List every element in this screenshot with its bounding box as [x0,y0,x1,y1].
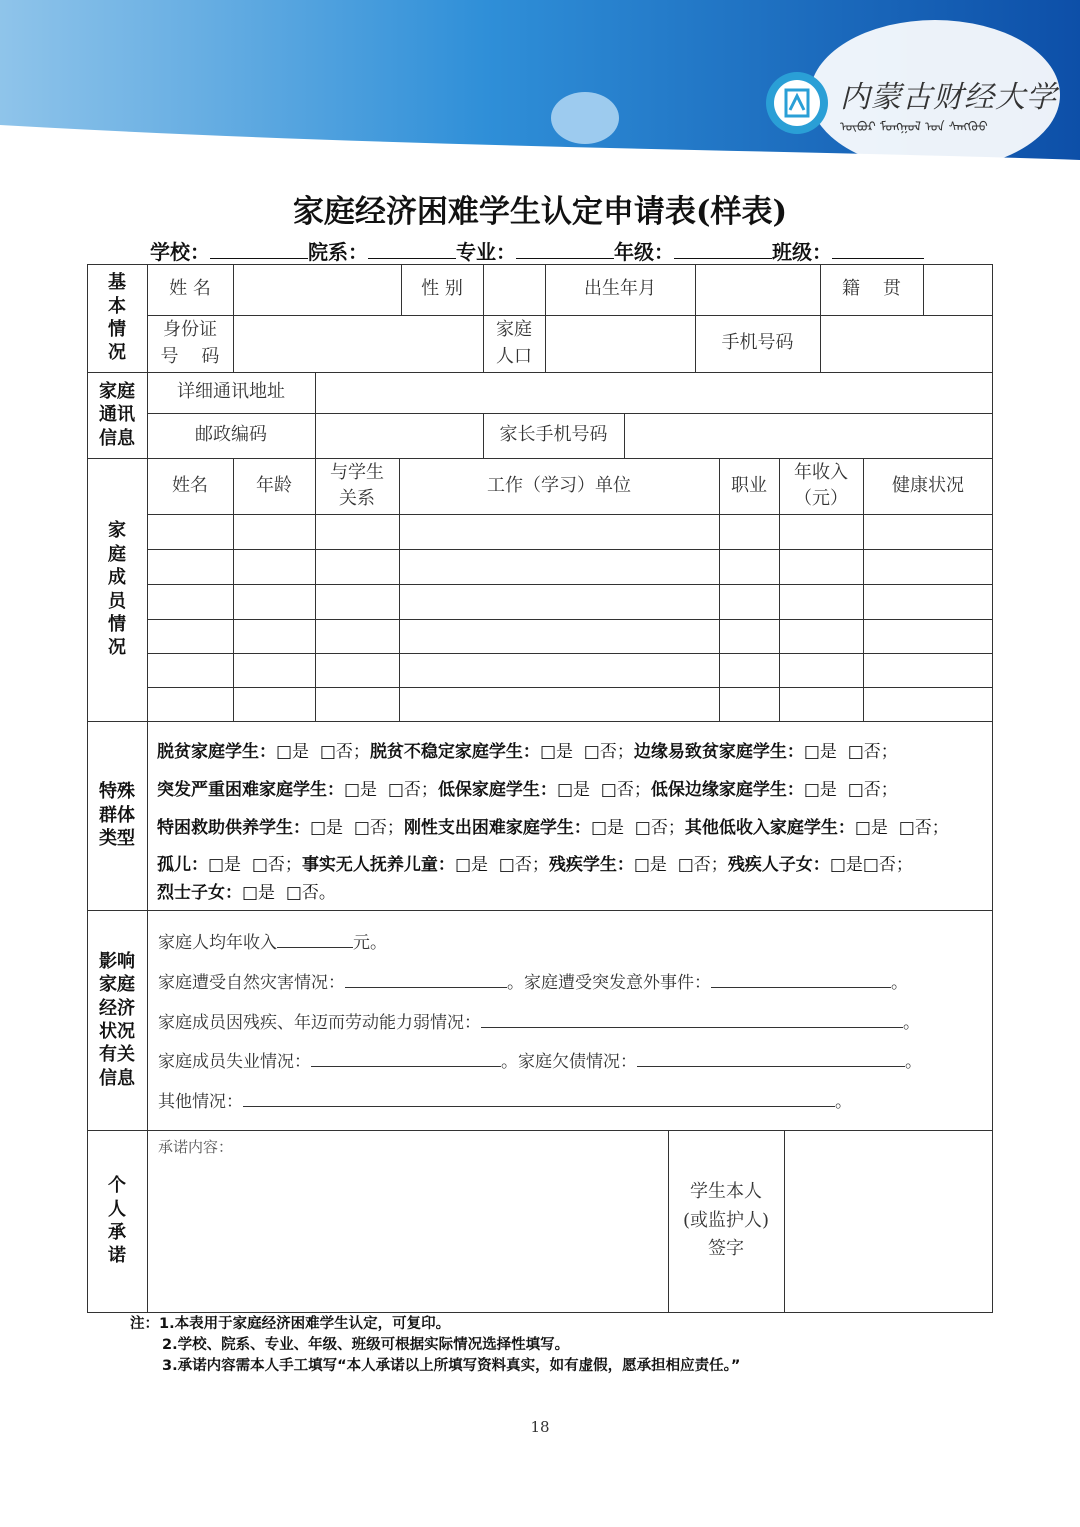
special-option-checkbox[interactable]: □是 □否； [454,855,549,875]
special-option-checkbox[interactable]: □是 □否； [803,742,898,762]
birth-label: 出生年月 [584,278,656,300]
section-economy-label: 影响家庭经济状况有关信息 [99,950,135,1089]
birth-input[interactable] [695,264,820,315]
member-col-workplace: 工作（学习）单位 [487,474,631,496]
special-option-checkbox[interactable]: □是 □否； [208,855,302,875]
note-item: 注：1.本表用于家庭经济困难学生认定，可复印。 [130,1316,451,1332]
special-option-checkbox[interactable]: □是 □否。 [242,883,336,903]
department-label: 院系： [308,240,368,264]
gender-label: 性 别 [421,278,463,300]
special-option-label: 脱贫家庭学生： [157,742,276,762]
special-line-4 [157,850,913,875]
special-option-checkbox[interactable]: □是 □否； [276,742,370,762]
table-row[interactable] [147,584,993,619]
special-option-label: 残疾人子女： [727,855,830,875]
special-option-checkbox[interactable]: □是 □否； [344,780,438,800]
special-option-label: 孤儿： [157,855,208,875]
member-col-health: 健康状况 [892,474,964,496]
native-label: 籍 贯 [842,278,901,300]
address-input[interactable] [315,372,993,413]
page-number: 18 [530,1418,550,1436]
signature-label-line1: 学生本人 [690,1180,762,1202]
member-col-age: 年龄 [256,474,292,496]
member-col-income-line1: 年收入 [794,461,848,483]
special-option-label: 突发严重困难家庭学生： [157,780,344,800]
unemployed-label: 家庭成员失业情况： [158,1052,311,1072]
postcode-input[interactable] [315,413,483,458]
special-option-checkbox[interactable]: □是 □否； [539,742,634,762]
name-label: 姓 名 [169,278,211,300]
special-option-label: 事实无人抚养儿童： [301,855,455,875]
university-name-mongolian: ᠦᠪᠦᠷ ᠮᠣᠩᠭᠣᠯ ᠤᠨ ᠰᠠᠩᠬᠦᠦ [840,120,988,135]
gender-input[interactable] [483,264,545,315]
special-option-label: 脱贫不稳定家庭学生： [369,742,540,762]
economy-unemployed-line [158,1047,922,1072]
pledge-content-label: 承诺内容： [158,1138,234,1156]
special-option-label: 其他低收入家庭学生： [684,818,855,838]
disabled-input[interactable] [481,1011,903,1028]
special-option-label: 烈士子女： [157,883,242,903]
section-members-label: 家庭成员情况 [108,520,126,659]
class-label: 班级： [772,240,832,264]
id-label-line2: 号 码 [160,345,220,367]
special-option-checkbox[interactable]: □是 □否； [590,818,685,838]
note-item: 3.承诺内容需本人手工填写“本人承诺以上所填写资料真实，如有虚假，愿承担相应责任。” [162,1358,741,1374]
member-col-relation-line2: 关系 [339,488,375,509]
notes [130,1314,740,1377]
family-size-input[interactable] [545,315,695,372]
other-input[interactable] [243,1090,835,1107]
university-name: 内蒙古财经大学 [840,80,1057,115]
debt-label: 。家庭欠债情况： [501,1052,637,1072]
signature-input[interactable] [784,1130,993,1312]
id-label [147,315,233,372]
special-option-label: 低保边缘家庭学生： [650,780,804,800]
economy-income-line [158,928,387,953]
member-col-relation [315,458,399,514]
period: 。 [891,973,908,993]
grade-label: 年级： [614,240,674,264]
member-col-name: 姓名 [172,474,208,496]
section-basic-label: 基本情况 [108,272,126,364]
id-label-line1: 身份证 [163,319,217,341]
special-line-1 [157,737,898,762]
postcode-label: 邮政编码 [195,424,267,446]
income-label: 家庭人均年收入 [158,933,277,953]
special-line-3 [157,813,949,838]
special-option-checkbox[interactable]: □是□否； [829,855,913,875]
address-label: 详细通讯地址 [177,381,285,403]
period: 。 [835,1092,852,1112]
table-row[interactable] [147,653,993,687]
parent-phone-label: 家长手机号码 [499,424,608,446]
accident-input[interactable] [711,971,891,988]
parent-phone-input[interactable] [624,413,993,458]
member-col-relation-line1: 与学生 [330,461,384,483]
section-special-label: 特殊群体类型 [99,781,135,850]
disaster-label: 家庭遭受自然灾害情况： [158,973,345,993]
section-pledge-label: 个人承诺 [108,1175,126,1267]
disaster-input[interactable] [345,971,507,988]
signature-label-line3: 签字 [708,1238,744,1260]
income-unit: 元。 [353,933,387,953]
special-line-2 [157,775,898,800]
name-input[interactable] [233,264,401,315]
special-option-label: 边缘易致贫家庭学生： [633,742,804,762]
pledge-content-input[interactable] [147,1160,668,1310]
table-row[interactable] [147,514,993,549]
income-input[interactable] [277,931,353,948]
signature-label [668,1130,784,1312]
period: 。 [905,1052,922,1072]
special-option-label: 低保家庭学生： [437,780,557,800]
special-line-5 [157,878,336,903]
family-size-line2: 人口 [496,345,532,367]
member-col-occupation: 职业 [731,474,767,496]
table-row[interactable] [147,549,993,584]
economy-disabled-line [158,1008,920,1033]
period: 。 [903,1013,920,1033]
economy-disaster-line [158,968,908,993]
member-col-income-line2: （元） [794,488,848,509]
disabled-label: 家庭成员因残疾、年迈而劳动能力弱情况： [158,1013,481,1033]
note-item: 2.学校、院系、专业、年级、班级可根据实际情况选择性填写。 [162,1337,570,1353]
special-option-checkbox[interactable]: □是 □否； [310,818,404,838]
section-contact-label: 家庭通讯信息 [99,380,135,449]
member-col-income [779,458,863,514]
page-title: 家庭经济困难学生认定申请表(样表) [292,194,788,230]
signature-label-line2: (或监护人) [682,1209,770,1231]
debt-input[interactable] [637,1050,905,1067]
other-label: 其他情况： [158,1092,243,1112]
special-option-label: 特困救助供养学生： [157,818,310,838]
id-input[interactable] [233,315,483,372]
special-option-label: 残疾学生： [548,855,634,875]
table-row[interactable] [147,619,993,653]
table-row[interactable] [147,687,993,721]
family-size-label [483,315,545,372]
major-label: 专业： [456,240,516,264]
phone-input[interactable] [820,315,993,372]
special-option-checkbox[interactable]: □是 □否； [803,780,898,800]
special-option-checkbox[interactable]: □是 □否； [633,855,728,875]
native-input[interactable] [923,264,993,315]
accident-label: 。家庭遭受突发意外事件： [507,973,711,993]
unemployed-input[interactable] [311,1050,501,1067]
family-size-line1: 家庭 [496,319,532,341]
school-label: 学校： [150,240,210,264]
economy-other-line [158,1087,852,1112]
special-option-checkbox[interactable]: □是 □否； [854,818,949,838]
phone-label: 手机号码 [721,332,794,354]
special-option-label: 刚性支出困难家庭学生： [403,818,591,838]
special-option-checkbox[interactable]: □是 □否； [556,780,651,800]
